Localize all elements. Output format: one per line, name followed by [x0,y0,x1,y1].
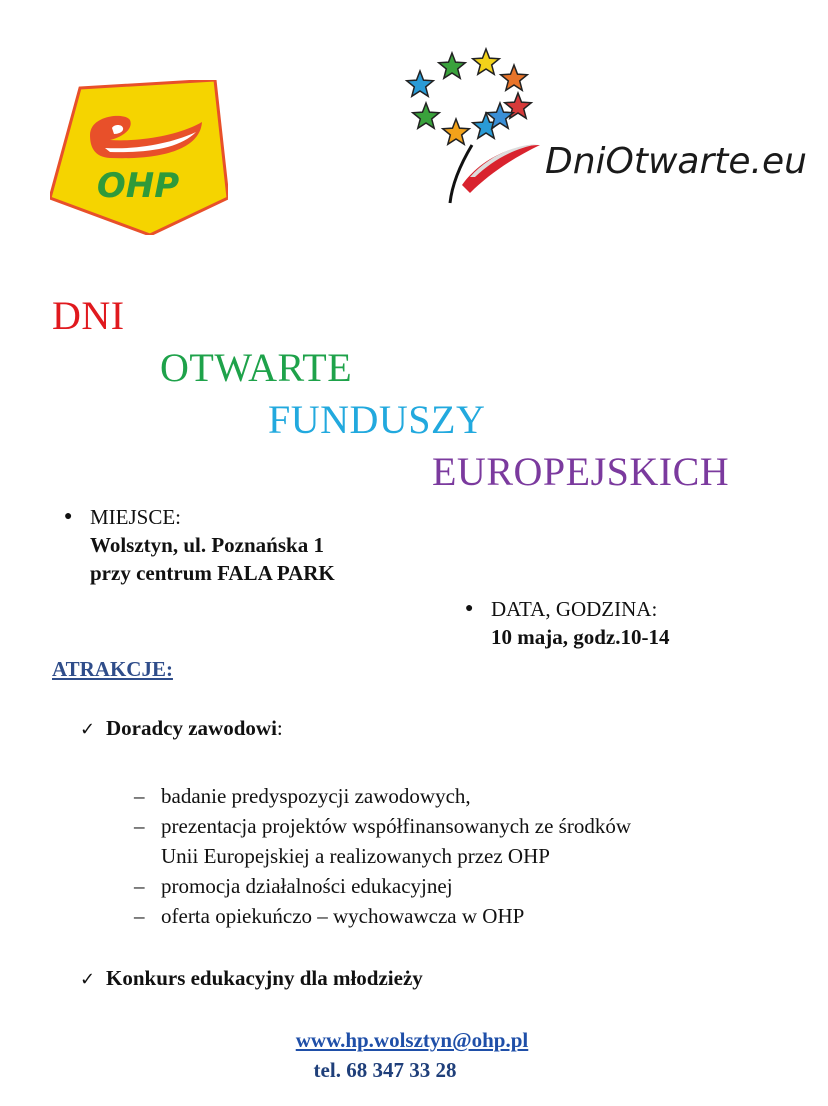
list-item: – badanie predyspozycji zawodowych, [134,781,631,811]
attraction-item-career-advisors [80,716,283,741]
ohp-logo-text: OHP [96,166,180,206]
star-icon [413,103,440,128]
place-address: Wolsztyn, ul. Poznańska 1 [90,533,324,557]
list-item: – promocja działalności edukacyjnej [134,871,631,901]
star-icon [407,71,434,96]
headline-dni: DNI [52,293,125,338]
date-block [465,595,670,651]
bullet-icon: ● [465,601,474,616]
attractions-heading: ATRAKCJE: [52,657,173,681]
attraction-title-suffix: : [276,716,283,740]
checkmark-icon: ✓ [80,719,96,740]
dash-icon: – [134,814,145,838]
checkmark-icon: ✓ [80,969,96,990]
bullet-icon: ● [64,509,73,524]
list-item: – prezentacja projektów współfinansowanych ze środków [134,811,631,841]
list-item: – oferta opiekuńczo – wychowawcza w OHP [134,901,631,931]
star-icon [443,119,470,144]
headline-europejskich: EUROPEJSKICH [432,449,730,494]
headline-funduszy: FUNDUSZY [268,397,486,442]
contact-email-link[interactable]: www.hp.wolsztyn@ohp.pl [295,1028,529,1052]
career-advisors-list [134,781,631,931]
date-value: 10 maja, godz.10-14 [491,625,670,649]
ohp-logo [50,80,228,235]
star-icon [439,53,466,78]
dash-icon: – [134,904,145,928]
dni-otwarte-logo [400,45,810,210]
dash-icon: – [134,784,145,808]
attraction-item-contest [80,966,423,991]
place-label: MIEJSCE: [90,505,182,529]
attraction-title: Doradcy zawodowi [106,716,277,740]
stars-decoration [407,49,532,144]
star-icon [473,49,500,74]
place-location: przy centrum FALA PARK [90,561,335,585]
attraction-title: Konkurs edukacyjny dla młodzieży [106,966,423,990]
headline-otwarte: OTWARTE [160,345,353,390]
list-item-continuation: Unii Europejskiej a realizowanych przez OHP [161,844,550,868]
place-block [64,503,335,587]
star-icon [501,65,528,90]
dni-otwarte-logo-text: DniOtwarte.eu [545,141,807,182]
contact-phone: tel. 68 347 33 28 [313,1058,457,1082]
dash-icon: – [134,874,145,898]
date-label: DATA, GODZINA: [491,597,658,621]
